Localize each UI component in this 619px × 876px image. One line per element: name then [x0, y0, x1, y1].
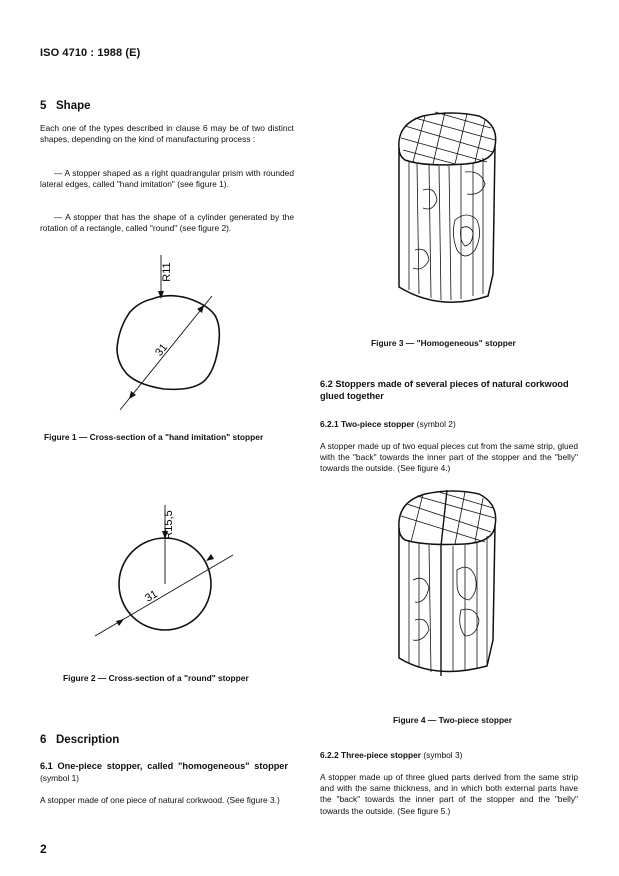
section-6-2-1-heading	[320, 419, 580, 430]
section-6-2-2-symbol: (symbol 3)	[423, 750, 463, 760]
section-6-2-2-heading	[320, 750, 580, 761]
section-5-intro: Each one of the types described in clause 6 may be of two distinct shapes, depending on the kind of manufacturing process :	[40, 123, 294, 145]
section-6-2-1-text: A stopper made up of two equal pieces cut from the same strip, glued with the "back" towards the inner part of the stopper and the "belly" towards the outside. (See figure 4.)	[320, 441, 578, 474]
figure-1-radius-label: R11	[161, 262, 173, 282]
page-header: ISO 4710 : 1988 (E)	[40, 47, 141, 59]
figure-1-dimension-label: 31	[153, 341, 171, 359]
section-6-heading	[40, 734, 119, 746]
section-6-2-2-text: A stopper made up of three glued parts derived from the same strip and with the same thickness, and in which both external parts have the "back" towards the inner part of the stopper and the "belly" towards the outside. (See figure 5.)	[320, 772, 578, 816]
figure-2-caption: Figure 2 — Cross-section of a "round" stopper	[63, 673, 249, 683]
figure-1-caption: Figure 1 — Cross-section of a "hand imitation" stopper	[44, 432, 264, 442]
section-6-1-symbol: (symbol 1)	[40, 773, 80, 783]
section-6-1-heading	[40, 760, 288, 784]
section-5-number: 5	[40, 100, 47, 112]
figure-4-drawing	[395, 480, 505, 690]
section-6-2-1-symbol: (symbol 2)	[416, 419, 456, 429]
section-5-item-2: — A stopper that has the shape of a cylinder generated by the rotation of a rectangle, called "round" (see figure 2).	[40, 212, 294, 234]
section-5-item-1: — A stopper shaped as a right quadrangular prism with rounded lateral edges, called "hand imitation" (see figure 1).	[40, 168, 294, 190]
section-6-1-heading-text: 6.1 One-piece stopper, called "homogeneous" stopper	[40, 761, 288, 771]
section-6-title: Description	[56, 734, 120, 746]
figure-2-dimension-label: 31	[143, 588, 160, 605]
section-6-2-1-heading-text: 6.2.1 Two-piece stopper	[320, 419, 415, 429]
section-6-2-2-heading-text: 6.2.2 Three-piece stopper	[320, 750, 422, 760]
figure-2-radius-label: R15,5	[163, 510, 175, 540]
section-5-title: Shape	[56, 100, 91, 112]
figure-1-drawing	[100, 250, 250, 420]
section-6-number: 6	[40, 734, 47, 746]
figure-3-drawing	[395, 100, 505, 310]
page-number: 2	[40, 842, 47, 856]
section-5-heading	[40, 100, 91, 112]
section-6-1-text: A stopper made of one piece of natural corkwood. (See figure 3.)	[40, 795, 280, 805]
figure-3-caption: Figure 3 — "Homogeneous" stopper	[371, 338, 516, 348]
figure-2-drawing	[90, 500, 250, 650]
figure-4-caption: Figure 4 — Two-piece stopper	[393, 715, 512, 725]
section-6-2-heading: 6.2 Stoppers made of several pieces of natural corkwood glued together	[320, 379, 569, 401]
